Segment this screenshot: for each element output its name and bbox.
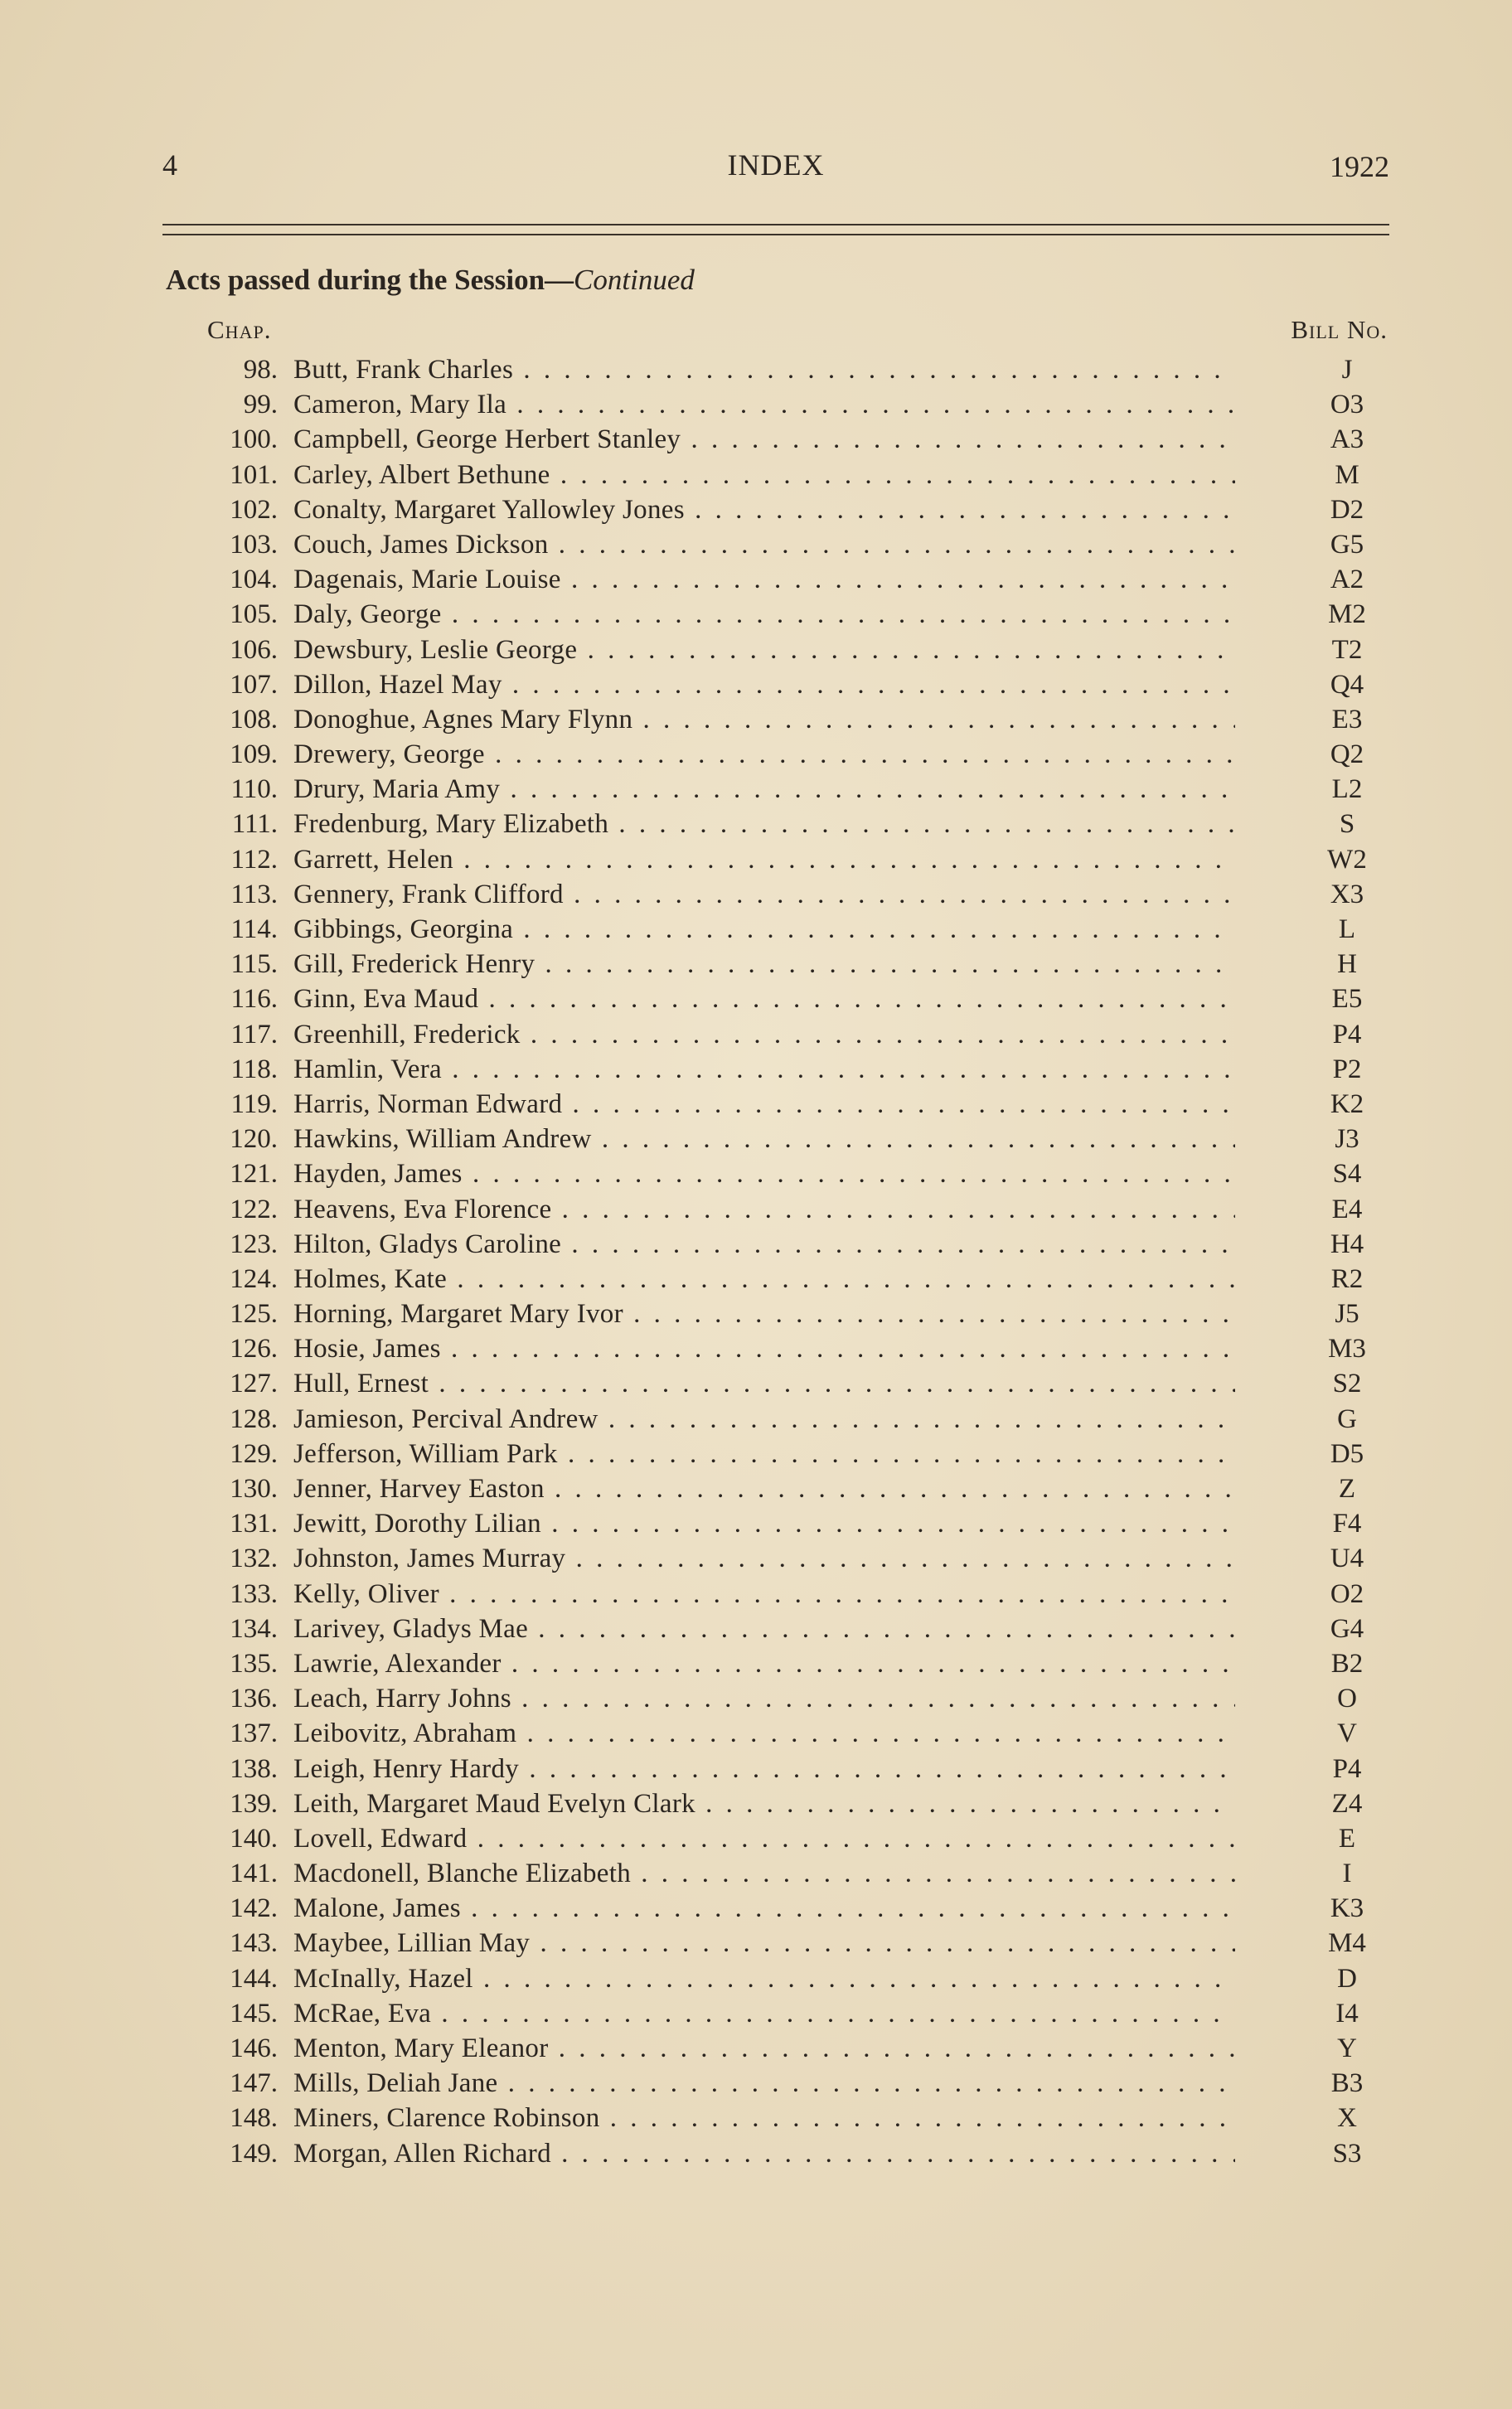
chapter-number: 121.: [230, 1159, 278, 1190]
chapter-number: 109.: [230, 739, 278, 770]
entry-name: Leach, Harry Johns . . .: [293, 1681, 1235, 1716]
entry-name: McInally, Hazel . . .: [293, 1961, 1235, 1996]
bill-number: X: [1337, 2103, 1357, 2134]
section-continued: Continued: [574, 264, 695, 296]
chapter-number: 113.: [230, 879, 278, 909]
bill-number: B3: [1330, 2068, 1364, 2099]
chapter-number: 125.: [230, 1299, 278, 1330]
index-entry: [199, 597, 1393, 632]
index-entry: [199, 2066, 1393, 2101]
chapter-number: 123.: [230, 1229, 278, 1259]
chapter-number: 127.: [230, 1369, 278, 1399]
bill-number: O3: [1330, 390, 1364, 420]
chapter-number: 124.: [230, 1263, 278, 1294]
entry-name: Carley, Albert Bethune . . .: [293, 458, 1235, 492]
chapter-number: 149.: [230, 2138, 278, 2169]
entry-name: Macdonell, Blanche Elizabeth . . .: [293, 1856, 1235, 1891]
chapter-number: 130.: [230, 1474, 278, 1504]
index-entry: [199, 772, 1393, 807]
entry-name: Conalty, Margaret Yallowley Jones . . .: [293, 492, 1235, 527]
bill-number: V: [1337, 1718, 1357, 1749]
chapter-number: 147.: [230, 2068, 278, 2099]
bill-number: D5: [1330, 1438, 1364, 1469]
index-entry: [199, 1506, 1393, 1541]
chapter-number: 116.: [230, 984, 278, 1015]
entry-name: Gennery, Frank Clifford . . .: [293, 877, 1235, 912]
index-entry: [199, 1227, 1393, 1262]
index-entry: [199, 842, 1393, 877]
bill-number: R2: [1330, 1263, 1364, 1294]
index-entry: [199, 1577, 1393, 1612]
bill-number: E5: [1331, 984, 1363, 1015]
chapter-number: 137.: [230, 1718, 278, 1749]
entry-name: Maybee, Lillian May . . .: [293, 1926, 1235, 1961]
bill-number: D2: [1330, 494, 1364, 525]
index-entry: [199, 702, 1393, 737]
bill-number: Z: [1338, 1474, 1356, 1504]
chapter-number: 122.: [230, 1194, 278, 1224]
index-entry: [199, 2101, 1393, 2135]
index-entry: [199, 1192, 1393, 1227]
bill-number: F4: [1332, 1509, 1362, 1539]
index-entry: [199, 1752, 1393, 1786]
chapter-number: 98.: [243, 355, 278, 385]
entry-name: Miners, Clarence Robinson . . .: [293, 2101, 1235, 2135]
chapter-number: 117.: [230, 1019, 278, 1049]
entry-name: Hilton, Gladys Caroline . . .: [293, 1227, 1235, 1262]
section-title: [166, 264, 695, 297]
bill-number: S: [1339, 809, 1355, 840]
header-rule-bottom: [162, 234, 1389, 235]
chapter-number: 103.: [230, 529, 278, 560]
entry-name: Greenhill, Frederick . . .: [293, 1017, 1235, 1052]
chapter-number: 129.: [230, 1438, 278, 1469]
bill-number: G4: [1330, 1613, 1364, 1644]
column-header-bill: Bill No.: [1291, 315, 1388, 344]
bill-number: I4: [1335, 1998, 1359, 2029]
chapter-number: 114.: [230, 914, 278, 944]
header-rule-top: [162, 224, 1389, 225]
bill-number: A3: [1330, 424, 1364, 455]
entry-name: Dagenais, Marie Louise . . .: [293, 562, 1235, 597]
bill-number: P2: [1332, 1054, 1362, 1084]
index-entry: [199, 2136, 1393, 2171]
bill-number: J: [1341, 355, 1353, 385]
entry-name: Hamlin, Vera . . .: [293, 1052, 1235, 1087]
page-number: 4: [162, 148, 177, 182]
index-entry: [199, 1646, 1393, 1681]
bill-number: I: [1342, 1859, 1352, 1889]
bill-number: K3: [1330, 1893, 1364, 1924]
bill-number: W2: [1327, 844, 1367, 875]
bill-number: G: [1337, 1403, 1357, 1434]
index-entry: [199, 1331, 1393, 1366]
index-entry: [199, 1786, 1393, 1821]
entry-name: Malone, James . . .: [293, 1891, 1235, 1926]
chapter-number: 126.: [230, 1334, 278, 1364]
index-entry: [199, 982, 1393, 1016]
index-entry: [199, 633, 1393, 667]
chapter-number: 134.: [230, 1613, 278, 1644]
bill-number: O: [1337, 1684, 1357, 1714]
index-entry: [199, 1541, 1393, 1576]
index-entry: [199, 458, 1393, 492]
entry-name: Daly, George . . .: [293, 597, 1235, 632]
index-entry: [199, 1681, 1393, 1716]
bill-number: B2: [1330, 1648, 1364, 1679]
index-entry: [199, 387, 1393, 422]
index-entry: [199, 1821, 1393, 1856]
bill-number: H: [1337, 949, 1357, 980]
index-entry: [199, 1087, 1393, 1122]
page-header: [162, 148, 1389, 189]
chapter-number: 132.: [230, 1544, 278, 1574]
bill-number: S3: [1332, 2138, 1362, 2169]
chapter-number: 111.: [231, 809, 278, 840]
index-entry: [199, 807, 1393, 841]
chapter-number: 133.: [230, 1578, 278, 1609]
entry-name: Jamieson, Percival Andrew . . .: [293, 1402, 1235, 1437]
bill-number: S4: [1332, 1159, 1362, 1190]
bill-number: J5: [1335, 1299, 1359, 1330]
chapter-number: 138.: [230, 1753, 278, 1784]
entry-name: Hull, Ernest . . .: [293, 1366, 1235, 1401]
index-entry: [199, 1017, 1393, 1052]
index-entry: [199, 1471, 1393, 1506]
index-entry: [199, 912, 1393, 947]
entry-name: Fredenburg, Mary Elizabeth . . .: [293, 807, 1235, 841]
entry-name: Drewery, George . . .: [293, 737, 1235, 772]
bill-number: M2: [1328, 599, 1366, 630]
index-entry: [199, 1366, 1393, 1401]
bill-number: P4: [1332, 1019, 1362, 1049]
entry-name: Donoghue, Agnes Mary Flynn . . .: [293, 702, 1235, 737]
index-entries: [199, 352, 1393, 2171]
chapter-number: 128.: [230, 1403, 278, 1434]
entry-name: Ginn, Eva Maud . . .: [293, 982, 1235, 1016]
index-entry: [199, 1156, 1393, 1191]
entry-name: Lawrie, Alexander . . .: [293, 1646, 1235, 1681]
entry-name: Leibovitz, Abraham . . .: [293, 1716, 1235, 1751]
chapter-number: 118.: [230, 1054, 278, 1084]
bill-number: E3: [1331, 704, 1363, 734]
index-entry: [199, 1891, 1393, 1926]
index-entry: [199, 1996, 1393, 2031]
chapter-number: 110.: [230, 774, 278, 805]
entry-name: Mills, Deliah Jane . . .: [293, 2066, 1235, 2101]
index-entry: [199, 1262, 1393, 1297]
index-entry: [199, 877, 1393, 912]
entry-name: Campbell, George Herbert Stanley . . .: [293, 422, 1235, 457]
bill-number: K2: [1330, 1088, 1364, 1119]
bill-number: S2: [1332, 1369, 1362, 1399]
entry-name: Horning, Margaret Mary Ivor . . .: [293, 1297, 1235, 1331]
chapter-number: 112.: [230, 844, 278, 875]
bill-number: Q4: [1330, 669, 1364, 700]
index-entry: [199, 1716, 1393, 1751]
chapter-number: 106.: [230, 634, 278, 665]
chapter-number: 101.: [230, 459, 278, 490]
chapter-number: 105.: [230, 599, 278, 630]
index-entry: [199, 1961, 1393, 1996]
index-entry: [199, 527, 1393, 562]
bill-number: E: [1338, 1823, 1356, 1854]
chapter-number: 107.: [230, 669, 278, 700]
entry-name: Harris, Norman Edward . . .: [293, 1087, 1235, 1122]
bill-number: H4: [1330, 1229, 1364, 1259]
bill-number: T2: [1331, 634, 1363, 665]
bill-number: X3: [1330, 879, 1364, 909]
chapter-number: 102.: [230, 494, 278, 525]
bill-number: M: [1335, 459, 1359, 490]
index-entry: [199, 947, 1393, 982]
chapter-number: 139.: [230, 1788, 278, 1819]
index-entry: [199, 1122, 1393, 1156]
entry-name: Dillon, Hazel May . . .: [293, 667, 1235, 702]
index-entry: [199, 1052, 1393, 1087]
entry-name: Gibbings, Georgina . . .: [293, 912, 1235, 947]
chapter-number: 135.: [230, 1648, 278, 1679]
bill-number: E4: [1331, 1194, 1363, 1224]
chapter-number: 120.: [230, 1124, 278, 1155]
chapter-number: 100.: [230, 424, 278, 455]
entry-name: Hawkins, William Andrew . . .: [293, 1122, 1235, 1156]
chapter-number: 99.: [243, 390, 278, 420]
index-entry: [199, 1402, 1393, 1437]
bill-number: L2: [1331, 774, 1363, 805]
index-entry: [199, 2031, 1393, 2066]
index-entry: [199, 352, 1393, 387]
entry-name: Johnston, James Murray . . .: [293, 1541, 1235, 1576]
bill-number: Q2: [1330, 739, 1364, 770]
bill-number: Z4: [1331, 1788, 1363, 1819]
entry-name: Heavens, Eva Florence . . .: [293, 1192, 1235, 1227]
chapter-number: 119.: [230, 1088, 278, 1119]
bill-number: G5: [1330, 529, 1364, 560]
entry-name: McRae, Eva . . .: [293, 1996, 1235, 2031]
entry-name: Hayden, James . . .: [293, 1156, 1235, 1191]
bill-number: U4: [1330, 1544, 1364, 1574]
bill-number: D: [1337, 1963, 1357, 1994]
entry-name: Jefferson, William Park . . .: [293, 1437, 1235, 1471]
entry-name: Larivey, Gladys Mae . . .: [293, 1612, 1235, 1646]
entry-name: Jenner, Harvey Easton . . .: [293, 1471, 1235, 1506]
index-entry: [199, 422, 1393, 457]
bill-number: O2: [1330, 1578, 1364, 1609]
chapter-number: 142.: [230, 1893, 278, 1924]
chapter-number: 141.: [230, 1859, 278, 1889]
chapter-number: 136.: [230, 1684, 278, 1714]
entry-name: Jewitt, Dorothy Lilian . . .: [293, 1506, 1235, 1541]
chapter-number: 145.: [230, 1998, 278, 2029]
column-header-chap: Chap.: [207, 315, 272, 344]
entry-name: Gill, Frederick Henry . . .: [293, 947, 1235, 982]
entry-name: Dewsbury, Leslie George . . .: [293, 633, 1235, 667]
chapter-number: 143.: [230, 1928, 278, 1959]
index-entry: [199, 1437, 1393, 1471]
entry-name: Leigh, Henry Hardy . . .: [293, 1752, 1235, 1786]
entry-name: Morgan, Allen Richard . . .: [293, 2136, 1235, 2171]
chapter-number: 108.: [230, 704, 278, 734]
index-entry: [199, 1926, 1393, 1961]
entry-name: Garrett, Helen . . .: [293, 842, 1235, 877]
bill-number: M3: [1328, 1334, 1366, 1364]
index-entry: [199, 562, 1393, 597]
chapter-number: 140.: [230, 1823, 278, 1854]
bill-number: Y: [1337, 2033, 1357, 2063]
index-entry: [199, 667, 1393, 702]
chapter-number: 104.: [230, 565, 278, 595]
entry-name: Butt, Frank Charles . . .: [293, 352, 1235, 387]
header-year: 1922: [1330, 150, 1389, 183]
section-title-text: Acts passed during the Session—: [166, 264, 574, 296]
entry-name: Hosie, James . . .: [293, 1331, 1235, 1366]
bill-number: P4: [1332, 1753, 1362, 1784]
index-entry: [199, 1856, 1393, 1891]
chapter-number: 146.: [230, 2033, 278, 2063]
entry-name: Cameron, Mary Ila . . .: [293, 387, 1235, 422]
running-title: INDEX: [727, 148, 825, 182]
bill-number: A2: [1330, 565, 1364, 595]
entry-name: Leith, Margaret Maud Evelyn Clark . . .: [293, 1786, 1235, 1821]
entry-name: Lovell, Edward . . .: [293, 1821, 1235, 1856]
entry-name: Holmes, Kate . . .: [293, 1262, 1235, 1297]
bill-number: J3: [1335, 1124, 1359, 1155]
index-entry: [199, 1297, 1393, 1331]
entry-name: Menton, Mary Eleanor . . .: [293, 2031, 1235, 2066]
entry-name: Kelly, Oliver . . .: [293, 1577, 1235, 1612]
index-entry: [199, 737, 1393, 772]
chapter-number: 115.: [230, 949, 278, 980]
bill-number: L: [1338, 914, 1356, 944]
entry-name: Drury, Maria Amy . . .: [293, 772, 1235, 807]
entry-name: Couch, James Dickson . . .: [293, 527, 1235, 562]
index-entry: [199, 492, 1393, 527]
index-entry: [199, 1612, 1393, 1646]
chapter-number: 148.: [230, 2103, 278, 2134]
chapter-number: 131.: [230, 1509, 278, 1539]
bill-number: M4: [1328, 1928, 1366, 1959]
chapter-number: 144.: [230, 1963, 278, 1994]
